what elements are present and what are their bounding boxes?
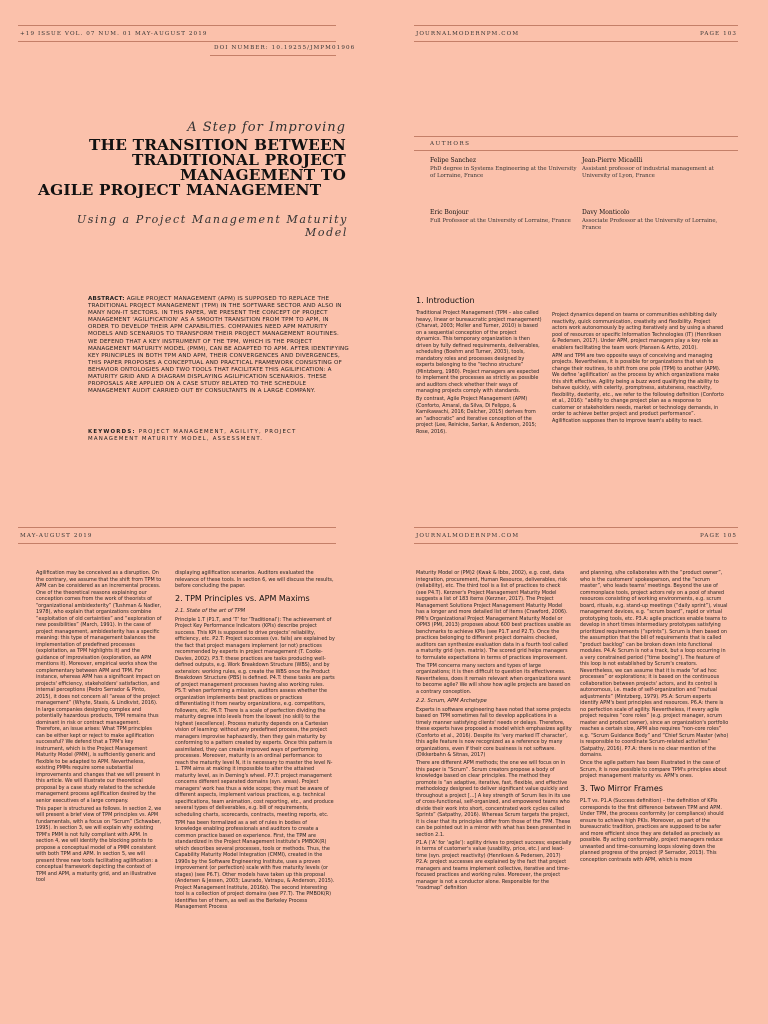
authors-rule <box>414 150 738 151</box>
keywords-label: KEYWORDS: <box>88 429 136 435</box>
article-subtitle: Using a Project Management Maturity Model <box>76 213 348 239</box>
subsection-heading: 2.1. State of the art of TPM <box>175 608 246 614</box>
header-rule <box>18 41 336 42</box>
abstract-text: AGILE PROJECT MANAGEMENT (APM) IS SUPPOSED TO REPLACE THE TRADITIONAL PROJECT MANAGEMENT (TPM) IN THE SOFTWARE SECTOR AND ALSO IN MANY NON-IT SECTORS. IN THIS PAPER, WE PRESENT THE CONCEPT OF PROJECT MANAGEMENT 'AGILIFICATION' AS A SMOOTH TRANSITION FROM TPM TO APM, IN ORDER TO DEVELOP THEIR APM CAPABILITIES. COMPANIES NEED APM MATURITY MODELS AND SCENARIOS TO TRANSFORM THEIR PROJECT MANAGEMENT ROUTINES. WE DEFEND THAT A KEY INSTRUMENT OF THE TPM, WHICH IS THE PROJECT MANAGEMENT MATURITY MODEL (PMM), CAN BE ADAPTED TO APM. AFTER IDENTIFYING KEY PRINCIPLES IN BOTH TPM AND APM, THEIR CONVERGENCES AND DIVERGENCES, THIS PAPER PROPOSES A CONCEPTUAL AND PRACTICAL FRAMEWORK CONSISTING OF BEHAVIOR ONTOLOGIES AND TWO TOOLS THAT FACILITATE THIS AGILIFICATION: A MATURITY GRID AND A DIAGRAM DISPLAYING AGILIFICATION SCENARIOS. THESE PROPOSALS ARE APPLIED ON A CASE STUDY RELATED TO THE SCHEDULE MANAGEMENT AUDIT CARRIED OUT BY CONSULTANTS IN A LARGE COMPANY. <box>88 296 349 395</box>
paragraph: and planning, s/he collaborates with the “product owner”, who is the customers' spokesperson, and the “scrum master”, who leads teams' meetings. Beyond the use of commonplace tools, project actors rely on a pool of shared resources consisting of working environments, e.g. scrum board, rituals, e.g. stand-up meetings (“daily sprint”), visual management devices, e.g. “scrum board”, rapid or virtual prototyping tools, etc. P3.A: agile practices enable teams to develop in short times intermediary prototypes satisfying prioritized requirements (“sprints”). Scrum is then based on the assumption that the bill of requirements that is called “product backlog” can be broken down into functional modules. P4.A: Scrum is not a track, but a loop occurring in a very constrained period (“time boxing”). The feature of this loop is not established by Scrum's creators. Nevertheless, we can assume that it is made “of ad hoc processes” or explorations; it is based on the continuous collaboration between projects' actors, and its control is autonomous, i.e. made of self-organization and “mutual adjustments” (Mintzberg, 1979). P5.A: Scrum experts identify APM's best principles and resources. P6.A: there is no perfection scale of agility. Nevertheless, if every agile project requires “core roles” (e.g. project manager, scrum master and product owner), since an organization's portfolio reaches a certain size, APM also requires “non-core roles” e.g. “Scrum Guidance Body” and “Chief Scrum Master (who) is responsible to coordinate Scrum-related activities” (Satpathy, 2016). P7.A: there is no clear mention of the domains. <box>580 570 729 758</box>
paragraph: Principle 1.T (P1.T, and ‘T’ for ‘Traditional’): The achievement of Project Key Performance Indicators (KPIs) describe project success. This KPI is supposed to drive projects' reliability, efficiency, etc. P2.T: Project successes (vs. fails) are explained by the fact that project managers implement (or not) practices recommended by experts in project management (T. Cooke-Davies, 2002). P3.T: these practices are tasks producing well-defined outputs, e.g. Work Breakdown Structure (WBS), and by extension: working rules, e.g. create the WBS once the Product Breakdown Structure (PBS) is defined. P4.T: these tasks are parts of project management processes having also working rules. P5.T: when performing a mission, auditors assess whether the organization implements best practices or practices differentiating it from nearby organizations, e.g. competitors, followers, etc. P6.T: There is a scale of perfection dividing the maturity degree into levels from the lowest (no skill) to the highest (excellence). Process maturity depends on a Cartesian vision of learning: without any predefined process, the project managers improvise haphazardly, then they gain maturity by conforming to a pattern created by experts. Once this pattern is assimilated, they can create improved ways of performing processes. Moreover, maturity is an ordinal performance: to reach the maturity level N, it is necessary to master the level N-1. TPM aims at making it impossible to alter the attained maturity level, as in Deming's wheel. P7.T: project management concerns different separated domains (syn. areas). Project managers' work has thus a wide scope; they must be aware of different aspects, implement various practices, e.g. technical specifications, team animation, cost reporting, etc., and produce several types of deliverables, e.g. bill of requirements, scheduling charts, scorecards, contracts, meeting reports, etc. <box>175 616 335 818</box>
doi-number: DOI NUMBER: 10.19255/JMPM01906 <box>214 45 356 51</box>
running-head-site: JOURNALMODERNPM.COM <box>416 31 520 37</box>
doi-rule <box>210 55 336 56</box>
title-line: TRADITIONAL PROJECT <box>132 151 346 169</box>
text-column <box>175 570 335 912</box>
paragraph: TPM has been formalized as a set of rules in bodies of knowledge enabling professionals and auditors to create a common practice based on experience. First, the TPM are standardized in the Project Management Institute's PMBOK(R) which describes several processes, tools or methods. Thus, the Capability Maturity Model Integration (CMMI), created in the 1990s by the Software Engineering Institute, uses a proven improvement (or perfection) scale with five maturity levels (or stages) (see P6.T). Other models have taken up this proposal (Andersen & Jessen, 2003; Laurado, Vatrapu, & Anderson, 2015). Project Management Institute, 2016b). The second interesting tool is a collection of project domains (see P7.T). The PMBOK(R) identifies ten of them, as well as the Berkeley Process Management Process <box>175 819 335 910</box>
paragraph: This paper is structured as follows. In section 2, we will present a brief view of TPM principles vs. APM fundamentals, with a focus on “Scrum” (Schwaber, 1995). In section 3, we will explain why existing TPM's PMM is not fully compliant with APM. In section 4, we will identify the blocking points to propose a conceptual model of a PMM consistent with both TPM and APM. In section 5, we will present three new tools facilitating agilification: a conceptual framework depicting the context of TPM and APM, a maturity grid, and an illustrative tool <box>36 805 162 883</box>
header-rule <box>414 527 738 528</box>
text-column <box>580 570 730 865</box>
header-rule <box>414 25 738 26</box>
header-rule <box>18 527 336 528</box>
article-title <box>38 138 348 198</box>
text-column <box>36 570 162 885</box>
section-heading: 1. Introduction <box>416 296 475 305</box>
header-rule <box>18 543 336 544</box>
subsection-heading: 2.2. Scrum, APM Archetype <box>416 698 487 704</box>
author-affiliation: Full Professor at the University of Lorraine, France <box>430 218 571 224</box>
keywords <box>88 429 350 443</box>
author-name: Davy Monticolo <box>582 209 630 216</box>
abstract <box>88 296 350 395</box>
section-heading: 2. TPM Principles vs. APM Maxims <box>175 593 310 603</box>
page-bottom-right <box>384 512 768 1024</box>
section-heading: 3. Two Mirror Frames <box>580 783 663 793</box>
paragraph: Agilification may be conceived as a disruption. On the contrary, we assume that the shift from TPM to APM can be considered as an incremental process. One of the theoretical reasons explaining our conception comes from the work of theorists of “organizational ambidexterity” (Tushman & Nadler, 1978), who explain that organizations combine “exploitation of old certainties” and “exploration of new possibilities” (March, 1991). In the case of project management, ambidexterity has a specific meaning: this type of management balances the implementation of predefined processes (exploitation, as TPM highlights it) and the guidance of improvisation (exploration, as APM mentions it). Moreover, empirical works show the complementary between APM and TPM. For instance, whereas APM has a significant impact on projects' efficiency, stakeholders' satisfaction, and internal perceptions (Pedro Serrador & Pinto, 2015), it does not concern all “areas of the project management” (Whyte, Stasis, & Lindkvist, 2016). In large companies designing complex and potentially hazardous products, TPM remains thus dominant in risk or contract management. Therefore, an issue arises: What TPM principles can be either kept or reject to make agilification successful? We defend that a TPM's key instrument, which is the Project Management Maturity Model (PMM), is sufficiently generic and flexible to be adapted to APM. Nevertheless, existing PMMs require some substantial improvements and changes that we will present in this article. We will illustrate our theoretical proposal by a case study related to the schedule management process agilification desired by the senior executives of a large company. <box>36 570 162 804</box>
page-number: PAGE 103 <box>700 31 738 37</box>
header-rule <box>414 41 738 42</box>
paragraph: P1.A (‘A’ for ‘agile’): agility drives to project success; especially in terms of customer's value (usability, price, etc.) and lead-time (syn. project reactivity) (Henriksen & Pedersen, 2017) P2.A: project successes are explained by the fact that project managers and teams implement collective, iterative and time-focused practices and working rules. Moreover, the project manager is not a conductor alone. Responsible for the “roadmap” definition <box>416 839 572 891</box>
paragraph: Maturity Model or (PM)2 (Kwak & Ibbs, 2002), e.g. cost, data integration, procurement, Human Resource, deliverables, risk (reliability), etc. The third tool is a list of practices to check (see P4.T). Kerzner's Project Management Maturity Model suggests a list of 183 items (Kerzner, 2017). The Project Management Solutions Project Management Maturity Model has a longer and more detailed list of items (Crawford, 2006). PMI's Organizational Project Management Maturity Model or OPM3 (PMI, 2013) proposes about 600 best practices usable as benchmarks to achieve KPIs (see P1.T and P2.T). Once the practices belonging to different project domains checked, auditors can synthesize evaluation data in a fourth tool called a maturity grid (syn. matrix). The scored grid helps managers to formulate expectations in terms of practices improvement. <box>416 570 571 661</box>
paragraph: P1.T vs. P1.A (Success definition) – the definition of KPIs corresponds to the first difference between TPM and APM. Under TPM, the process conformity (or compliance) should ensure to achieve high PKIs. Moreover, as part of the bureaucratic tradition, practices are supposed to be safer and more efficient since they are detailed as precisely as possible. By acting conformably, project managers reduce unwanted and time-consuming loops slowing down the planned progress of the project (P Serrador, 2013). This conception contrasts with APM, which is more <box>580 798 724 863</box>
header-rule <box>18 25 336 26</box>
page-bottom-left <box>0 512 384 1024</box>
paragraph: By contrast, Agile Project Management (APM) (Conforto, Amaral, da Silva, Di Felippo, & Kamikawachi, 2016; Dalcher, 2015) derives from an “adhocratic” and iterative conception of the project (Lee, Reinicke, Sarkar, & Anderson, 2015; Rose, 2016). <box>416 396 537 435</box>
page-number: PAGE 105 <box>700 533 738 539</box>
paragraph: APM and TPM are two opposite ways of conceiving and managing projects. Nevertheless, it is possible for organizations that wish to change their routines, to shift from one pole (TPM) to another (APM). We define ‘agilification’ as the process by which organizations make this shift effective. Agility being a buzz word qualifying the ability to behave quickly, with celerity, promptness, astuteness, reactivity, flexibility, dexterity, etc., we refer to the following definition (Conforto et al., 2016): “ability to change project plan as a response to customer or stakeholders needs, market or technology demands, in order to achieve better project and product performance”. Agilification supposes then to improve team's ability to react. <box>552 352 724 424</box>
title-line: MANAGEMENT TO <box>180 166 346 184</box>
author-affiliation: PhD degree in Systems Engineering at the University of Lorraine, France <box>430 166 577 180</box>
author-affiliation: Associate Professor at the University of Lorraine, France <box>582 218 718 232</box>
paragraph: Experts in software engineering have noted that some projects based on TPM sometimes fail to develop applications in a timely manner satisfying clients' needs or delays. Therefore, these experts have proposed a model which emphasizes agility (Conforto et al., 2016). Despite its ‘very marked IT character’, this agile feature is now recognized as a reference by many organizations, even if their core business is not software. (Dikkerbahn & Sitnas, 2017) <box>416 706 572 758</box>
text-column <box>416 570 572 893</box>
text-column <box>552 312 724 426</box>
author-name: Felipe Sanchez <box>430 157 477 164</box>
author-name: Eric Bonjour <box>430 209 469 216</box>
running-head: +19 ISSUE VOL. 07 NUM. 01 MAY-AUGUST 2019 <box>20 31 208 37</box>
running-head-site: JOURNALMODERNPM.COM <box>416 533 520 539</box>
keywords-text: PROJECT MANAGEMENT, AGILITY, PROJECT MANAGEMENT MATURITY MODEL, ASSESSMENT. <box>88 429 297 442</box>
header-rule <box>414 543 738 544</box>
paragraph: Traditional Project Management (TPM – also called heavy, linear or bureaucratic project management) (Charvat, 2003; Moller and Turner, 2010) is based on a sequential conception of the project dynamics. This temporary organization is then driven by fully defined requirements, deliverables, scheduling (Boehm and Turner, 2003), tools, mandatory roles and processes designed by experts belonging to the “techno structure” (Mintzberg, 1980). Project managers are expected to implement the processes as strictly as possible and auditors check whether their ways of managing projects comply with standards. <box>416 310 542 394</box>
paragraph: displaying agilification scenarios. Auditors evaluated the relevance of these tools. In section 6, we will discuss the results, before concluding the paper. <box>175 570 334 589</box>
page-top-right <box>384 0 768 512</box>
title-line: AGILE PROJECT MANAGEMENT <box>38 181 322 199</box>
running-head: MAY-AUGUST 2019 <box>20 533 93 539</box>
page-top-left <box>0 0 384 512</box>
authors-label: AUTHORS <box>430 141 471 147</box>
author-affiliation: Assistant professor of industrial management at University of Lyon, France <box>582 166 714 180</box>
paragraph: Once the agile pattern has been illustrated in the case of Scrum, it is now possible to compare TPM's principles about project management maturity vs. APM's ones. <box>580 760 727 779</box>
text-column <box>416 310 542 437</box>
authors-rule <box>414 136 738 137</box>
title-line: THE TRANSITION BETWEEN <box>89 136 346 154</box>
author-name: Jean-Pierre Micaëlli <box>582 157 643 164</box>
abstract-label: ABSTRACT: <box>88 296 125 302</box>
title-kicker: A Step for Improving <box>187 120 346 135</box>
paragraph: The TPM concerns many sectors and types of large organizations; it is then difficult to question its effectiveness. Nevertheless, does it remain relevant when organizations want to become agile? We will show how agile projects are based on a contrary conception. <box>416 662 571 695</box>
paragraph: Project dynamics depend on teams or communities exhibiting daily reactivity, quick communication, creativity and flexibility. Project actors work autonomously by acting iteratively and by using a shared pool of resources or specific Information Technologies (IT) (Henriksen & Pedersen, 2017). Under APM, project managers play a key role as enablers facilitating the team work (Hansen & Artto, 2010). <box>552 312 724 351</box>
paragraph: There are different APM methods; the one we will focus on in this paper is “Scrum”. Scrum creators propose a body of knowledge based on clear principles. The method they promote is “an adaptive, iterative, fast, flexible, and effective methodology designed to deliver significant value quickly and throughout a project [...] A key strength of Scrum lies in its use of cross-functional, self-organized, and empowered teams who divide their work into short, concentrated work cycles called Sprints” (Satpathy, 2016). Whereas Scrum targets the project, it is clear that its principles differ from those of the TPM. These can be pointed out in a mirror with what has been presented in section 2.1. <box>416 760 571 838</box>
